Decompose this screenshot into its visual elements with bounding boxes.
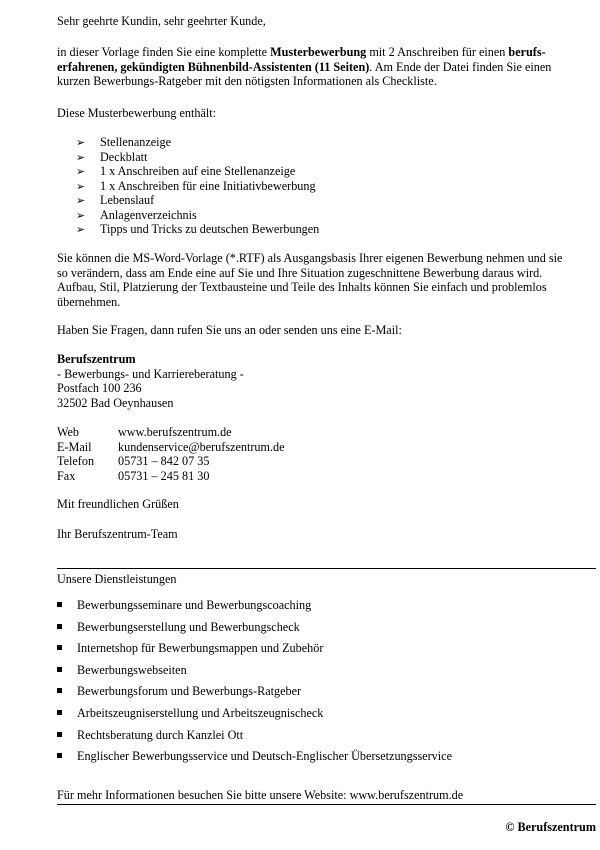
intro-bold-3: erfahrenen, gekündigten Bühnenbild-Assistenten (11 Seiten) bbox=[57, 59, 370, 74]
square-bullet-icon bbox=[57, 663, 77, 678]
greeting: Sehr geehrte Kundin, sehr geehrter Kunde, bbox=[57, 14, 266, 28]
intro-bold-2: berufs- bbox=[508, 45, 546, 59]
list-item: ➢ Deckblatt bbox=[76, 149, 148, 164]
square-bullet-icon bbox=[57, 598, 77, 613]
list-item: ➢ Tipps und Tricks zu deutschen Bewerbungen bbox=[76, 222, 320, 236]
contents-list bbox=[76, 135, 319, 237]
usage-line: Aufbau, Stil, Platzierung der Textbausteine und Teile des Inhalts können Sie einfach und problemlos bbox=[57, 280, 547, 294]
questions-text: Haben Sie Fragen, dann rufen Sie uns an oder senden uns eine E-Mail: bbox=[57, 323, 402, 337]
usage-line: übernehmen. bbox=[57, 294, 121, 309]
fax-number: 05731 – 245 81 30 bbox=[118, 468, 210, 483]
company-street: Postfach 100 236 bbox=[57, 381, 142, 395]
list-item: ➢ Anlagenverzeichnis bbox=[76, 207, 197, 222]
company-tagline: - Bewerbungs- und Karriereberatung - bbox=[57, 366, 244, 381]
web-link[interactable]: www.berufszentrum.de bbox=[118, 425, 232, 439]
email-link[interactable]: kundenservice@berufszentrum.de bbox=[118, 439, 285, 454]
arrow-bullet-icon: ➢ bbox=[76, 209, 86, 222]
closing: Mit freundlichen Grüßen bbox=[57, 497, 179, 511]
list-item: Rechtsberatung durch Kanzlei Ott bbox=[57, 728, 452, 750]
contact-row-phone: Telefon 05731 – 842 07 35 bbox=[57, 454, 210, 468]
intro-text-4: kurzen Bewerbungs-Ratgeber mit den nötigsten Informationen als Checkliste. bbox=[57, 74, 437, 88]
list-item: Arbeitszeugniserstellung und Arbeitszeugnischeck bbox=[57, 706, 452, 728]
usage-line: Sie können die MS-Word-Vorlage (*.RTF) als Ausgangsbasis Ihrer eigenen Bewerbung nehmen und sie bbox=[57, 251, 563, 265]
contact-row-fax: Fax 05731 – 245 81 30 bbox=[57, 468, 210, 483]
copyright: © Berufszentrum bbox=[505, 820, 596, 834]
list-item: ➢ Lebenslauf bbox=[76, 193, 155, 207]
services-list bbox=[57, 598, 452, 771]
usage-line: so verändern, dass am Ende eine auf Sie und Ihre Situation zugeschnittene Bewerbung daraus wird. bbox=[57, 265, 543, 280]
square-bullet-icon bbox=[57, 684, 77, 699]
intro-text-3: . Am Ende der Datei finden Sie einen bbox=[369, 59, 552, 74]
divider-bottom bbox=[57, 804, 596, 805]
square-bullet-icon bbox=[57, 620, 77, 635]
arrow-bullet-icon: ➢ bbox=[76, 151, 86, 164]
intro-paragraph bbox=[57, 45, 597, 89]
list-item: Bewerbungswebseiten bbox=[57, 663, 452, 685]
square-bullet-icon bbox=[57, 641, 77, 656]
list-item: ➢ 1 x Anschreiben auf eine Stellenanzeige bbox=[76, 164, 296, 178]
list-item: Bewerbungsforum und Bewerbungs-Ratgeber bbox=[57, 684, 452, 706]
arrow-bullet-icon: ➢ bbox=[76, 166, 86, 178]
list-item: Internetshop für Bewerbungsmappen und Zubehör bbox=[57, 641, 452, 663]
services-heading: Unsere Dienstleistungen bbox=[57, 572, 177, 586]
list-item: ➢ Stellenanzeige bbox=[76, 135, 172, 149]
intro-bold-1: Musterbewerbung bbox=[270, 45, 367, 59]
usage-paragraph bbox=[57, 251, 597, 309]
divider-top bbox=[57, 568, 596, 569]
list-item: Bewerbungsseminare und Bewerbungscoaching bbox=[57, 598, 452, 620]
list-item: ➢ 1 x Anschreiben für eine Initiativbewerbung bbox=[76, 178, 316, 193]
contents-heading: Diese Musterbewerbung enthält: bbox=[57, 106, 217, 120]
list-item: Bewerbungserstellung und Bewerbungscheck bbox=[57, 620, 452, 642]
arrow-bullet-icon: ➢ bbox=[76, 180, 86, 193]
contact-row-email: E-Mail kundenservice@berufszentrum.de bbox=[57, 439, 285, 454]
phone-number: 05731 – 842 07 35 bbox=[118, 454, 210, 468]
arrow-bullet-icon: ➢ bbox=[76, 137, 86, 149]
company-name: Berufszentrum bbox=[57, 352, 136, 366]
company-address bbox=[57, 352, 244, 410]
arrow-bullet-icon: ➢ bbox=[76, 195, 86, 207]
arrow-bullet-icon: ➢ bbox=[76, 224, 86, 236]
signature: Ihr Berufszentrum-Team bbox=[57, 527, 178, 541]
list-item: Englischer Bewerbungsservice und Deutsch-Englischer Übersetzungsservice bbox=[57, 749, 452, 771]
square-bullet-icon bbox=[57, 706, 77, 721]
square-bullet-icon bbox=[57, 728, 77, 743]
intro-text-2: mit 2 Anschreiben für einen bbox=[366, 45, 509, 59]
footer-info: Für mehr Informationen besuchen Sie bitte unsere Website: www.berufszentrum.de bbox=[57, 788, 464, 802]
contact-table bbox=[57, 425, 285, 483]
company-city: 32502 Bad Oeynhausen bbox=[57, 395, 174, 410]
contact-row-web: Web www.berufszentrum.de bbox=[57, 425, 232, 439]
intro-text-1: in dieser Vorlage finden Sie eine komplette bbox=[57, 45, 271, 59]
square-bullet-icon bbox=[57, 749, 77, 764]
